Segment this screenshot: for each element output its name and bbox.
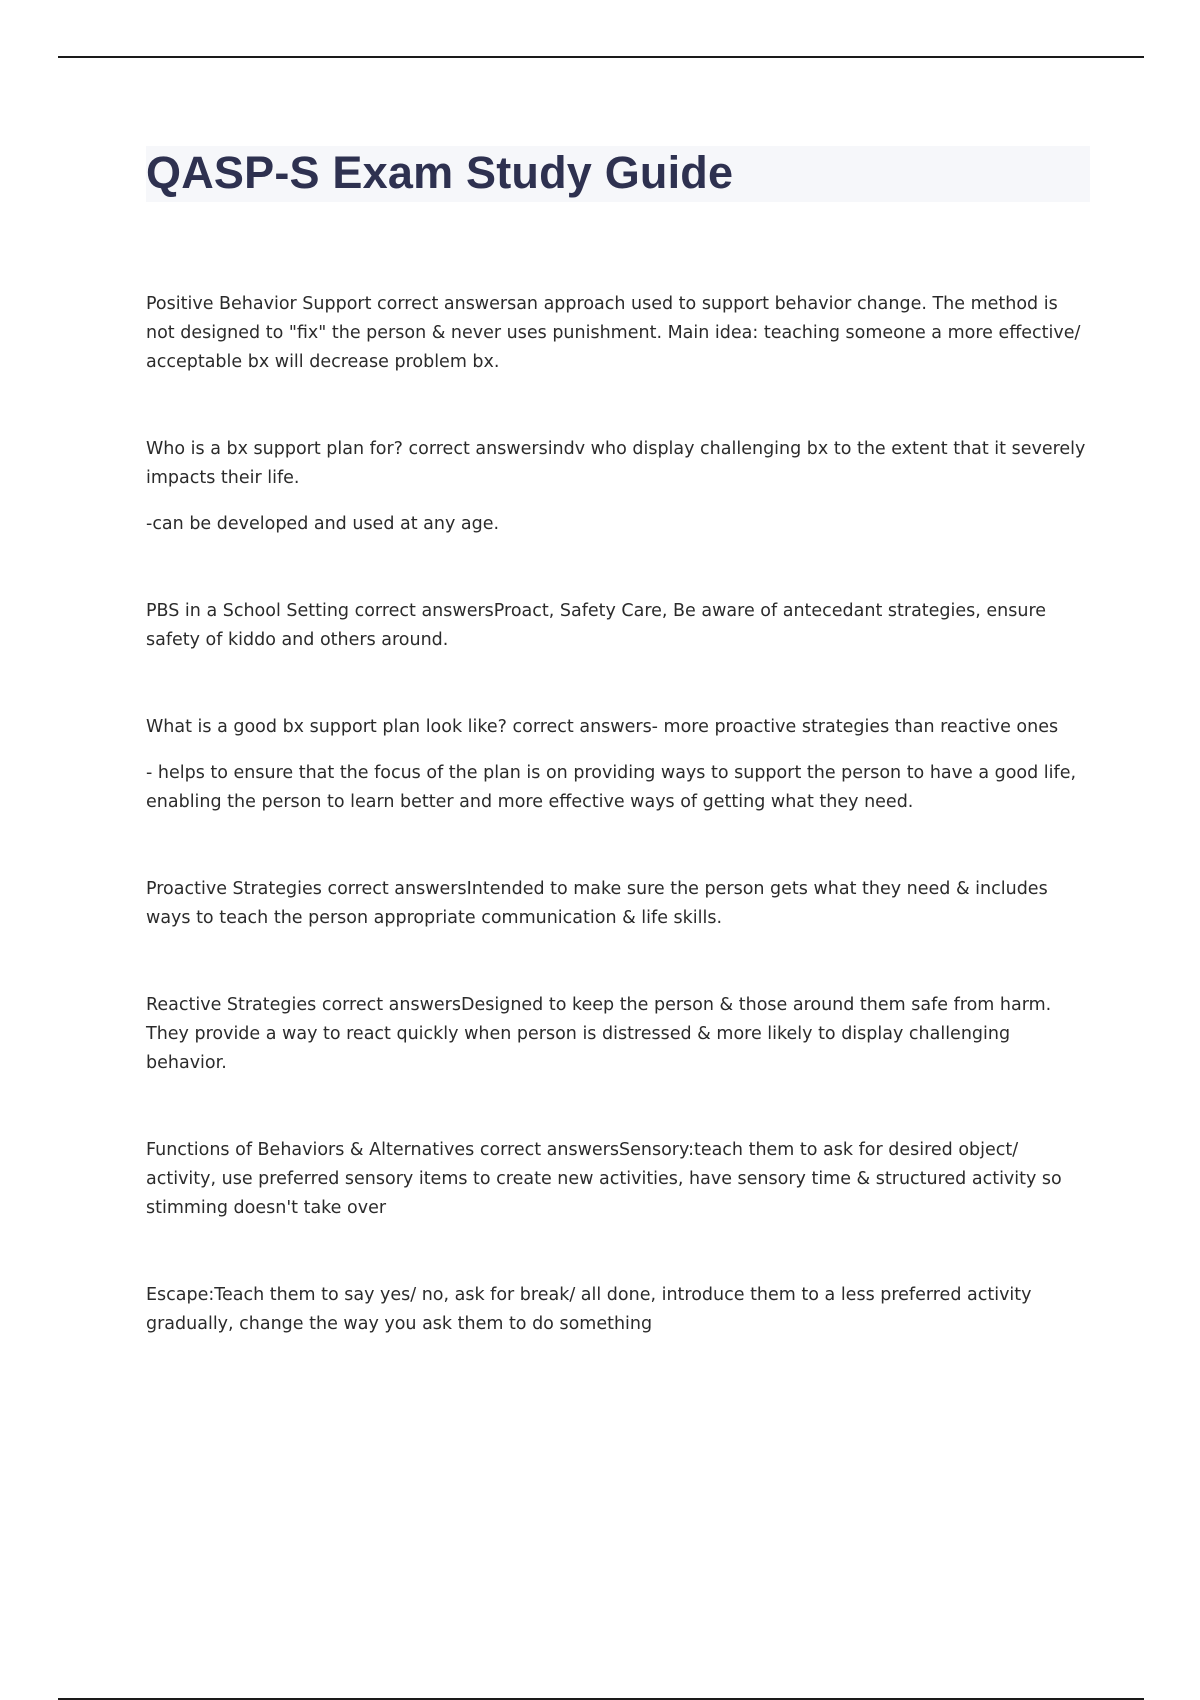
entry-text: Functions of Behaviors & Alternatives correct answersSensory:teach them to ask for desired object/ activity, use preferred sensory items to create new activities, have sensory time & structured activity so stimming doesn't take over [146, 1140, 1062, 1218]
entry-proactive-strategies [146, 875, 1090, 933]
entry-good-bx-support-plan [146, 713, 1090, 817]
entry-text: Positive Behavior Support correct answersan approach used to support behavior change. The method is not designed to "fix" the person & never uses punishment. Main idea: teaching someone a more effective/ acceptable bx will decrease problem bx. [146, 294, 1081, 372]
entry-text: -can be developed and used at any age. [146, 514, 500, 534]
entry-text: Who is a bx support plan for? correct answersindv who display challenging bx to the extent that it severely impacts their life. [146, 439, 1086, 488]
entry-text: Proactive Strategies correct answersIntended to make sure the person gets what they need & includes ways to teach the person appropriate communication & life skills. [146, 879, 1048, 928]
entry-text: Reactive Strategies correct answersDesigned to keep the person & those around them safe from harm. They provide a way to react quickly when person is distressed & more likely to display challenging behavior. [146, 995, 1052, 1073]
top-divider [58, 56, 1144, 58]
entry-functions-of-behaviors [146, 1136, 1090, 1223]
entry-escape [146, 1281, 1090, 1339]
entry-text: Escape:Teach them to say yes/ no, ask for break/ all done, introduce them to a less preferred activity gradually, change the way you ask them to do something [146, 1285, 1032, 1334]
entry-text: What is a good bx support plan look like? correct answers- more proactive strategies than reactive ones [146, 717, 1059, 737]
entry-text: PBS in a School Setting correct answersProact, Safety Care, Be aware of antecedant strategies, ensure safety of kiddo and others around. [146, 601, 1047, 650]
entry-pbs-school-setting [146, 597, 1090, 655]
entry-reactive-strategies [146, 991, 1090, 1078]
entry-positive-behavior-support [146, 290, 1090, 377]
page-title: QASP-S Exam Study Guide [146, 147, 734, 198]
entry-bx-support-plan-for [146, 435, 1090, 539]
document-body [146, 290, 1090, 1397]
entry-text: - helps to ensure that the focus of the plan is on providing ways to support the person to have a good life, enabling the person to learn better and more effective ways of getting what they need. [146, 763, 1077, 812]
